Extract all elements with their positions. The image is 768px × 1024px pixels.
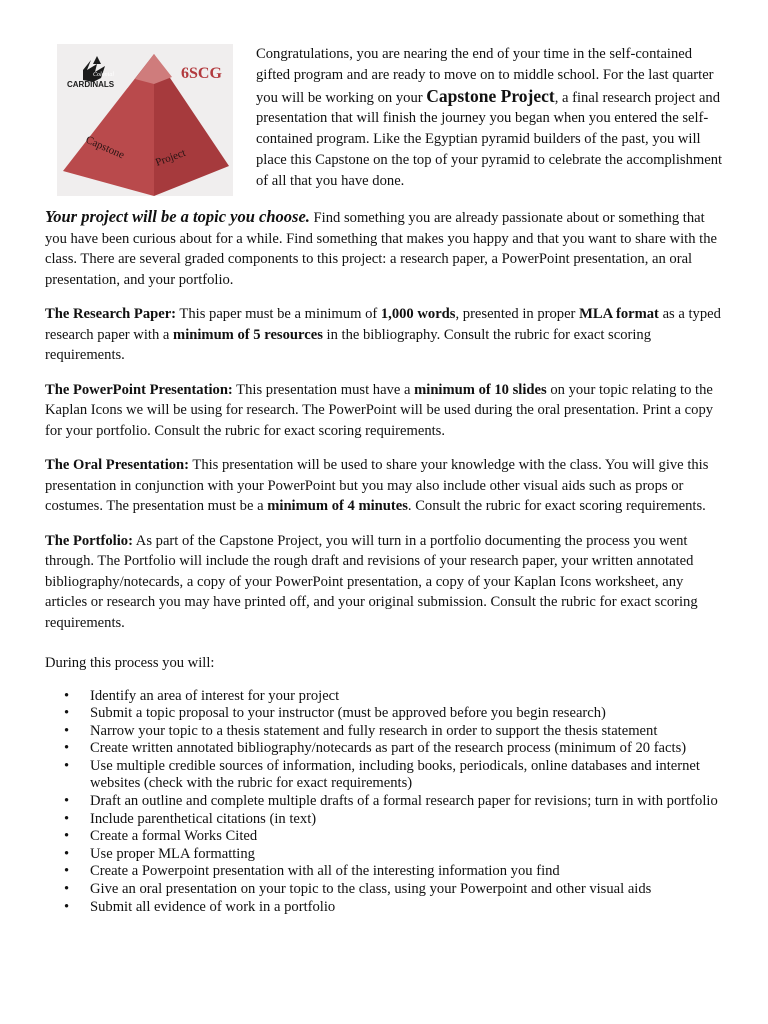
list-item	[45, 758, 727, 793]
bullet-icon: •	[64, 863, 70, 880]
list-item-text: Create written annotated bibliography/notecards as part of the research process (minimum of 20 facts)	[90, 740, 687, 757]
list-item	[45, 705, 727, 723]
list-item	[45, 828, 727, 846]
logo-mascot-text: CARDINALS	[67, 80, 115, 89]
research-paper-paragraph	[45, 304, 727, 366]
list-item	[45, 811, 727, 829]
portfolio-heading: The Portfolio:	[45, 532, 133, 549]
list-item-text: Give an oral presentation on your topic to the class, using your Powerpoint and other visual aids	[90, 881, 652, 898]
portfolio-text: As part of the Capstone Project, you will turn in a portfolio documenting the process you went through. The Portfolio will include the rough draft and revisions of your research paper, your written annotated bibliography/notecards, a copy of your PowerPoint presentation, a copy of your Kaplan Icons worksheet, any articles or research you may have printed off, and your original submission. Consult the rubric for exact scoring requirements.	[45, 532, 698, 631]
document-body	[45, 207, 727, 916]
list-item-text: Narrow your topic to a thesis statement and fully research in order to support the thesis statement	[90, 722, 658, 739]
list-item-text: Identify an area of interest for your project	[90, 687, 340, 704]
research-paper-text-3: as a typed research paper with a	[45, 306, 721, 343]
research-paper-text-4: in the bibliography. Consult the rubric for exact scoring requirements.	[45, 326, 652, 363]
bullet-icon: •	[64, 810, 70, 827]
list-item-text: Include parenthetical citations (in text)	[90, 810, 317, 827]
process-intro: During this process you will:	[45, 655, 215, 671]
bullet-icon: •	[64, 687, 70, 704]
pyramid-left-face-label: Capstone	[83, 133, 127, 162]
list-item	[45, 740, 727, 758]
bullet-icon: •	[64, 828, 70, 845]
oral-text-2: . Consult the rubric for exact scoring requirements.	[407, 498, 706, 514]
list-item-text: Submit a topic proposal to your instructor (must be approved before you begin research)	[90, 705, 606, 722]
list-item-text: Submit all evidence of work in a portfolio	[90, 898, 336, 915]
list-item	[45, 881, 727, 899]
min-slides: minimum of 10 slides	[414, 381, 547, 398]
portfolio-paragraph	[45, 531, 727, 634]
bullet-icon: •	[64, 881, 70, 898]
bullet-icon: •	[64, 757, 70, 774]
list-item-text: Use multiple credible sources of information, including books, periodicals, online databases and internet websites (check with the rubric for exact requirements)	[90, 757, 700, 792]
list-item	[45, 793, 727, 811]
min-resources: minimum of 5 resources	[173, 326, 323, 343]
bullet-icon: •	[64, 845, 70, 862]
topic-lead: Your project will be a topic you choose.	[45, 207, 310, 226]
logo-grade-label: 6SCG	[181, 65, 222, 82]
bullet-icon: •	[64, 705, 70, 722]
capstone-pyramid-logo	[57, 44, 233, 196]
list-item	[45, 723, 727, 741]
oral-text-1: This presentation will be used to share your knowledge with the class. You will give this presentation in conjunction with your PowerPoint but you may also include other visual aids such as props or costumes. The presentation must be a	[45, 457, 709, 514]
min-words: 1,000 words	[380, 306, 456, 322]
cardinal-bird-icon	[83, 56, 105, 82]
powerpoint-text-2: on your topic relating to the Kaplan Icons we will be using for research. The PowerPoint will be used during the oral presentation. Print a copy for your portfolio. Consult the rubric for exact scoring requirements.	[45, 381, 714, 439]
list-item-text: Create a formal Works Cited	[90, 828, 258, 845]
process-bullet-list	[45, 688, 727, 917]
capstone-project-emphasis: Capstone Project	[426, 85, 555, 106]
oral-paragraph	[45, 455, 727, 517]
research-paper-text-1: This paper must be a minimum of	[176, 306, 381, 322]
oral-heading: The Oral Presentation:	[45, 457, 190, 473]
powerpoint-text-1: This presentation must have a	[232, 381, 415, 398]
topic-paragraph	[45, 207, 727, 290]
list-item-text: Create a Powerpoint presentation with all of the interesting information you find	[90, 863, 560, 880]
bullet-icon: •	[64, 898, 70, 915]
powerpoint-heading: The PowerPoint Presentation:	[45, 381, 233, 398]
list-item-text: Draft an outline and complete multiple drafts of a formal research paper for revisions; turn in with portfolio	[90, 793, 718, 810]
min-minutes: minimum of 4 minutes	[267, 498, 408, 514]
research-paper-text-2: , presented in proper	[455, 306, 580, 322]
pyramid-right-face-label: Project	[153, 146, 188, 169]
powerpoint-paragraph	[45, 380, 727, 442]
list-item	[45, 863, 727, 881]
list-item	[45, 846, 727, 864]
bullet-icon: •	[64, 722, 70, 739]
topic-text: Find something you are already passionate about or something that you have been curious about for a while. Find something that makes you happy and that you want to share with the class. There are several graded components to this project: a research paper, a PowerPoint presentation, an oral presentation, and your portfolio.	[45, 210, 717, 288]
research-paper-heading: The Research Paper:	[45, 306, 177, 322]
list-item-text: Use proper MLA formatting	[90, 845, 255, 862]
logo-mascot-script: Colonial	[93, 72, 115, 78]
bullet-icon: •	[64, 740, 70, 757]
list-item	[45, 688, 727, 706]
mla-format: MLA format	[579, 306, 659, 322]
intro-text-before: Congratulations, you are nearing the end of your time in the self-contained gifted program and are ready to move on to middle school. For the last quarter you will be working on your	[256, 46, 714, 106]
pyramid-graphic	[57, 44, 233, 196]
intro-paragraph	[256, 44, 728, 192]
list-item	[45, 899, 727, 917]
intro-text-after: , a final research project and presentation that will finish the journey you began when you entered the self-contained program. Like the Egyptian pyramid builders of the past, you will place this Capstone on the top of your pyramid to celebrate the accomplishment of all that you have done.	[256, 89, 723, 189]
bullet-icon: •	[64, 793, 70, 810]
